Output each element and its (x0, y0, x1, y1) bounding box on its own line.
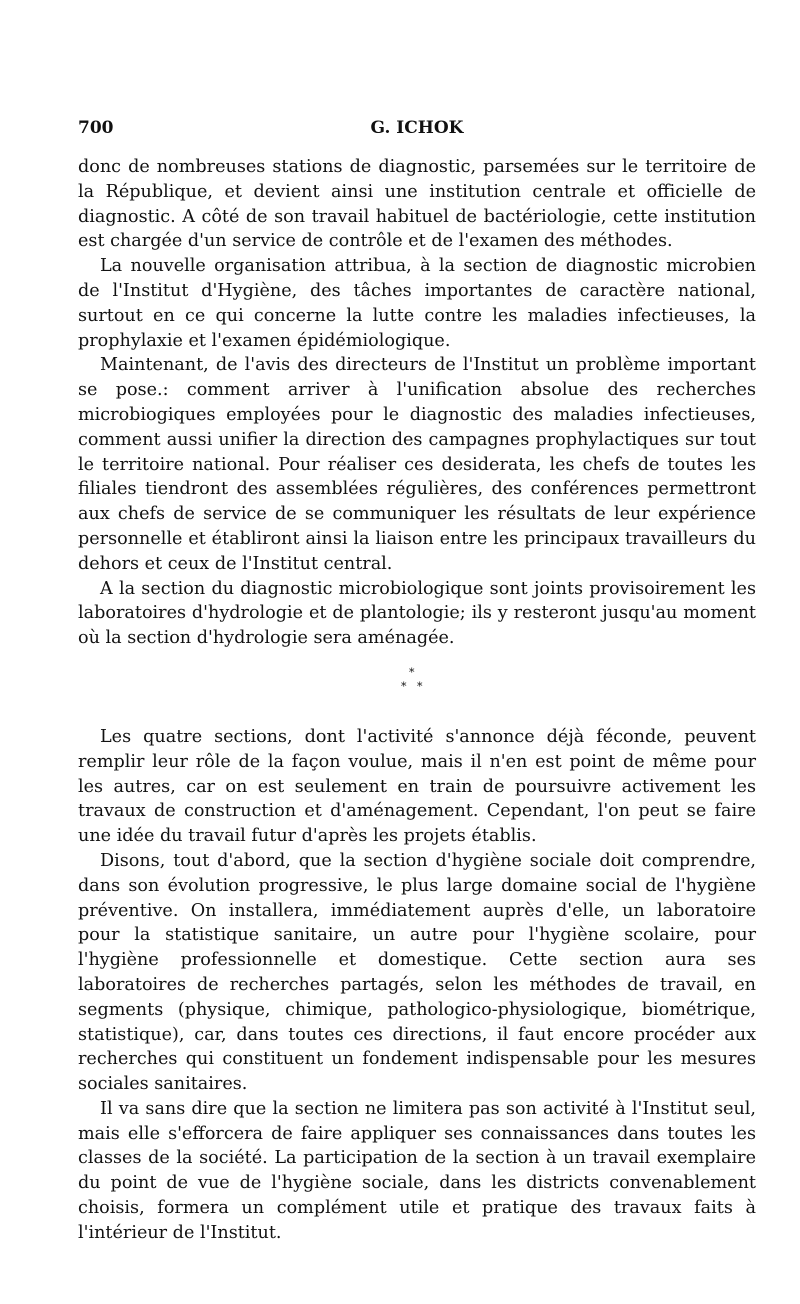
paragraph: Les quatre sections, dont l'activité s'annonce déjà féconde, peuvent remplir leur rôle de la façon voulue, mais il n'en est point de même pour les autres, car on est seulement en train de poursuivre activement les travaux de construction et d'aménagement. Cependant, l'on peut se faire une idée du travail futur d'après les projets établis. (78, 726, 756, 847)
asterisk-mark: * (409, 665, 415, 679)
asterisk-mark: * (417, 679, 423, 693)
paragraph: A la section du diagnostic microbiologique sont joints provisoirement les laboratoires d'hydrologie et de plantologie; ils y resteront jusqu'au moment où la section d'hydrologie sera aménagée. (78, 578, 756, 649)
section-social-hygiene (78, 725, 756, 1246)
asterisk-mark: * (401, 679, 407, 693)
section-separator (78, 651, 756, 725)
page-header (78, 118, 756, 148)
section-diagnostic (78, 155, 756, 651)
paragraph: Maintenant, de l'avis des directeurs de l'Institut un problème important se pose.: comment arriver à l'unification absolue des recherches microbiogiques employées pour le diagnostic des maladies infectieuses, comment aussi unifier la direction des campagnes prophylactiques sur tout le territoire national. Pour réaliser ces desiderata, les chefs de toutes les filiales tiendront des assemblées régulières, des conférences permettront aux chefs de service de se communiquer les résultats de leur expérience personnelle et établiront ainsi la liaison entre les principaux travailleurs du dehors et ceux de l'Institut central. (78, 355, 756, 574)
paragraph: donc de nombreuses stations de diagnostic, parsemées sur le territoire de la République, et devient ainsi une institution centrale et officielle de diagnostic. A côté de son travail habituel de bactériologie, cette institution est chargée d'un service de contrôle et de l'examen des méthodes. (78, 157, 756, 252)
paragraph: Disons, tout d'abord, que la section d'hygiène sociale doit comprendre, dans son évolution progressive, le plus large domaine social de l'hygiène préventive. On installera, immédiatement auprès d'elle, un laboratoire pour la statistique sanitaire, un autre pour l'hygiène scolaire, pour l'hygiène professionnelle et domestique. Cette section aura ses laboratoires de recherches partagés, selon les méthodes de travail, en segments (physique, chimique, pathologico-physiologique, biométrique, statistique), car, dans toutes ces directions, il faut encore procéder aux recherches qui constituent un fondement indispensable pour les mesures sociales sanitaires. (78, 850, 756, 1095)
book-page (78, 118, 756, 1246)
paragraph: Il va sans dire que la section ne limitera pas son activité à l'Institut seul, mais elle s'efforcera de faire appliquer ses connaissances dans toutes les classes de la société. La participation de la section à un travail exemplaire du point de vue de l'hygiène sociale, dans les districts convenablement choisis, formera un complément utile et pratique des travaux faits à l'intérieur de l'Institut. (78, 1098, 756, 1243)
paragraph: La nouvelle organisation attribua, à la section de diagnostic microbien de l'Institut d'Hygiène, des tâches importantes de caractère national, surtout en ce qui concerne la lutte contre les maladies infectieuses, la prophylaxie et l'examen épidémiologique. (78, 256, 756, 351)
running-head: G. ICHOK (370, 118, 464, 138)
page-number: 700 (78, 118, 114, 138)
